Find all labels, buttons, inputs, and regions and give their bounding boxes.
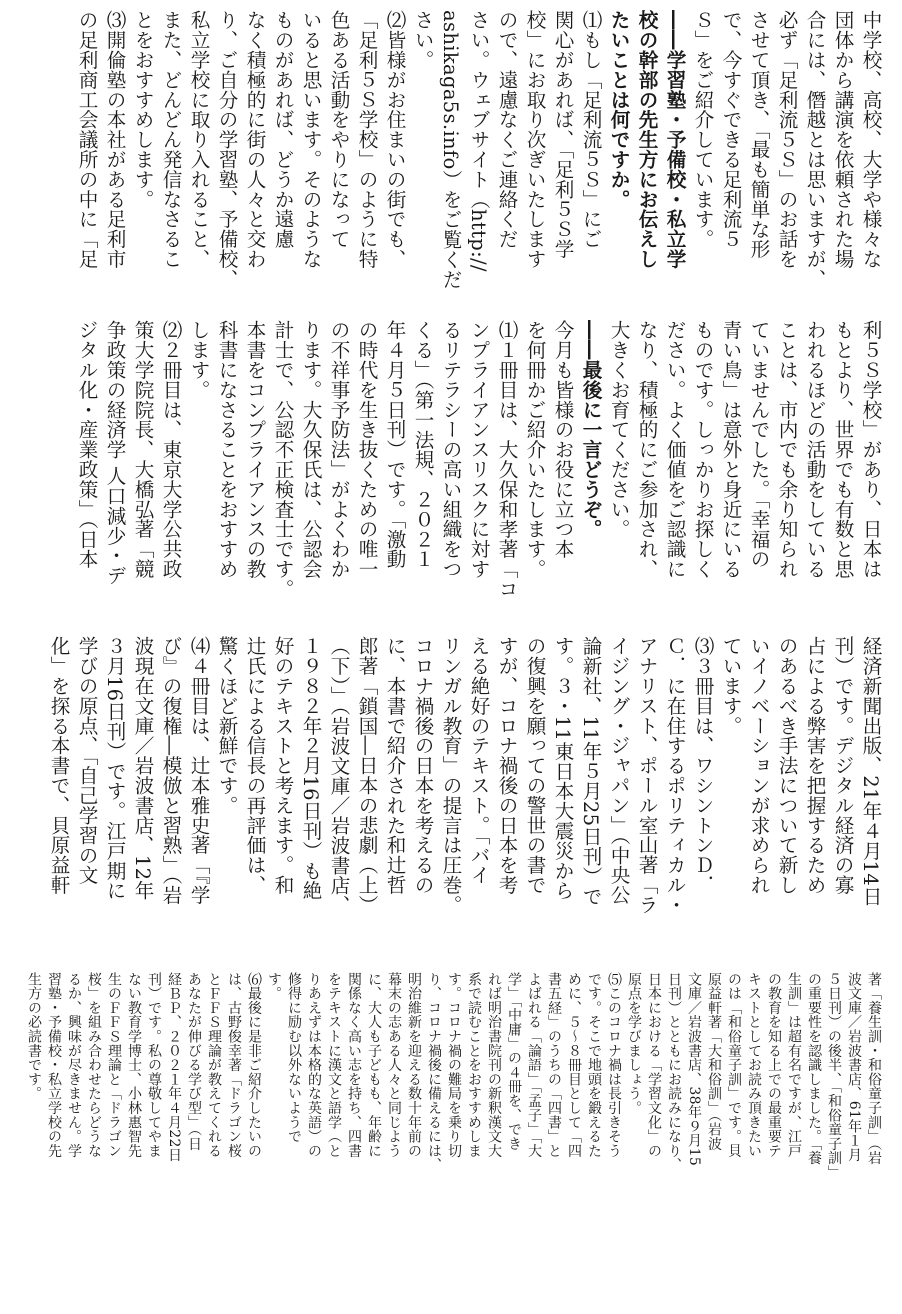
text-line: す。コロナ禍の難局を乗り切 bbox=[446, 972, 462, 1158]
column-text-3 bbox=[18, 636, 884, 952]
text-line: ります。大久保氏は、公認会 bbox=[299, 320, 322, 579]
text-line: の不祥事予防法」がよくわか bbox=[327, 320, 350, 579]
text-line: イジング・ジャパン」（中央公 bbox=[607, 636, 630, 905]
text-line: 刊）です。デジタル経済の寡 bbox=[831, 636, 854, 895]
text-line: 「足利５Ｓ学校」のように特 bbox=[355, 10, 378, 269]
text-line: よばれる「論語」「孟子」「大 bbox=[526, 972, 542, 1159]
text-line: の時代を生き抜くための唯一 bbox=[355, 320, 378, 579]
text-line: させて頂き、「最も簡単な形 bbox=[747, 10, 770, 259]
text-line: 書五経」のうちの「四書」と bbox=[546, 972, 562, 1158]
text-line: の重要性を認識しました。「養 bbox=[806, 972, 822, 1166]
text-line: とをおすすめします。 bbox=[131, 10, 154, 209]
text-line: 今月も皆様のお役に立つ本 bbox=[551, 320, 574, 559]
text-line: キストとしてお読み頂きたい bbox=[746, 972, 762, 1158]
text-line: 幕末の志ある人々と同じよう bbox=[386, 972, 402, 1158]
text-line: 桜」を組み合わせたらどうな bbox=[86, 972, 102, 1158]
section-heading: ――学習塾・予備校・私立学 bbox=[663, 10, 686, 269]
text-line: 明治維新を迎える数十年前の bbox=[406, 972, 422, 1158]
text-line: 波現在文庫／岩波書店、12年 bbox=[131, 636, 154, 901]
text-line: アナリスト、ポール室山著「ラ bbox=[635, 636, 658, 915]
text-line: 学」「中庸」の４冊を、でき bbox=[506, 972, 522, 1151]
text-line: 中学校、高校、大学や様々な bbox=[859, 10, 882, 269]
text-line: す。３・11東日本大震災から bbox=[551, 636, 574, 901]
text-line: 本書をコンプライアンスの教 bbox=[243, 320, 266, 579]
text-line: 青い鳥」は意外と身近にいる bbox=[719, 320, 742, 579]
text-line: 必ず「足利流５Ｓ」のお話を bbox=[775, 10, 798, 269]
text-line: 学びの原点、「自己学習の文 bbox=[75, 636, 98, 885]
text-line: 驚くほど新鮮です。 bbox=[215, 636, 238, 816]
text-line: あなたが伸びる学び型」（日 bbox=[186, 972, 202, 1151]
text-line: （下）」（岩波文庫／岩波書店、 bbox=[327, 636, 350, 915]
text-line: ジタル化・産業政策」（日本 bbox=[75, 320, 98, 569]
text-line: ⑷４冊目は、辻本雅史著「『学 bbox=[187, 636, 210, 905]
section-heading: たいことは何ですか。 bbox=[607, 10, 630, 209]
text-line: の足利商工会議所の中に「足 bbox=[75, 10, 98, 269]
text-line: ない教育学博士、小林惠智先 bbox=[126, 972, 142, 1158]
text-line: とＦＦＳ理論が教えてくれる bbox=[206, 972, 222, 1158]
text-line: の復興を願っての警世の書で bbox=[523, 636, 546, 895]
text-line: 原点を学びましょう。 bbox=[626, 972, 642, 1115]
text-line: Ｓ」をご紹介しています。 bbox=[691, 10, 714, 249]
text-line: いると思います。そのような bbox=[299, 10, 322, 269]
text-line: のあるべき手法について新し bbox=[775, 636, 798, 895]
text-line: ものです。しっかりお探しく bbox=[691, 320, 714, 579]
text-line: です。そこで地頭を鍛えるた bbox=[586, 972, 602, 1158]
text-line: くる」（第一法規、２０２１ bbox=[411, 320, 434, 569]
text-line: 好のテキストと考えます。和 bbox=[271, 636, 294, 895]
text-line: ashikaga5s.info）をご覧くだ bbox=[439, 10, 462, 289]
text-line: 経済新聞出版、21年４月14日 bbox=[859, 636, 882, 906]
text-line: さい。ウェブサイト（http:// bbox=[467, 10, 490, 272]
text-line: り、コロナ禍後に備えるには、 bbox=[426, 972, 442, 1173]
text-line: さい。 bbox=[411, 10, 434, 70]
text-line: るリテラシーの高い組織をつ bbox=[439, 320, 462, 579]
text-line: ５日刊）の後半、「和俗童子訓」 bbox=[826, 972, 842, 1180]
text-line: 修得に励む以外ないようで bbox=[286, 972, 302, 1144]
text-line: ⑴もし「足利流５Ｓ」にご bbox=[579, 10, 602, 249]
text-line: ださい。よく価値をご認識に bbox=[663, 320, 686, 579]
text-tier-1 bbox=[18, 10, 884, 300]
text-line: は、古野俊幸著「ドラゴン桜 bbox=[226, 972, 242, 1158]
text-line: 団体から講演を依頼された場 bbox=[831, 10, 854, 269]
text-line: なり、積極的にご参加され、 bbox=[635, 320, 658, 579]
text-line: ⑹最後に是非ご紹介したいの bbox=[246, 972, 262, 1158]
text-line: 利５Ｓ学校」があり、日本は bbox=[859, 320, 882, 579]
text-line: ⑴１冊目は、大久保和孝著「コ bbox=[495, 320, 518, 599]
text-line: 文庫／岩波書店、38年９月15 bbox=[686, 972, 702, 1167]
text-line: めに、５～８冊目として「四 bbox=[566, 972, 582, 1158]
text-line: ことは、市内でも余り知られ bbox=[775, 320, 798, 579]
text-line: 化」を探る本書で、貝原益軒 bbox=[47, 636, 70, 895]
text-line: 年４月５日刊）です。「激動 bbox=[383, 320, 406, 569]
text-tier-4 bbox=[18, 972, 884, 1304]
text-line: 関心があれば、「足利５Ｓ学 bbox=[551, 10, 574, 259]
text-line: すが、コロナ禍後の日本を考 bbox=[495, 636, 518, 895]
text-line: リンガル教育」の提言は圧巻。 bbox=[439, 636, 462, 915]
text-line: 著「養生訓・和俗童子訓」（岩 bbox=[866, 972, 882, 1166]
text-line: ⑸このコロナ禍は長引きそう bbox=[606, 972, 622, 1158]
column-text-4 bbox=[18, 972, 884, 1304]
text-line: 策大学院院長、大橋弘著「競 bbox=[131, 320, 154, 579]
text-line: コロナ禍後の日本を考えるの bbox=[411, 636, 434, 895]
text-line: ３月16日刊）です。江戸期に bbox=[103, 636, 126, 901]
text-line: 関係なく高い志を持ち、四書 bbox=[346, 972, 362, 1158]
text-line: 刊）です。私の尊敬してやま bbox=[146, 972, 162, 1158]
text-line: 科書になさることをおすすめ bbox=[215, 320, 238, 579]
text-line: 原益軒著「大和俗訓」（岩波 bbox=[706, 972, 722, 1151]
text-line: のは「和俗童子訓」です。貝 bbox=[726, 972, 742, 1158]
text-line: 私立学校に取り入れること、 bbox=[187, 10, 210, 269]
text-line: 占による弊害を把握するため bbox=[803, 636, 826, 895]
text-line: に、大人も子どもも、年齢に bbox=[366, 972, 382, 1158]
text-line: 争政策の経済学 人口減少・デ bbox=[103, 320, 126, 586]
text-line: す。 bbox=[266, 972, 282, 1001]
text-line: 習塾・予備校・私立学校の先 bbox=[46, 972, 62, 1158]
column-text-2 bbox=[18, 320, 884, 618]
text-line: ⑵２冊目は、東京大学公共政 bbox=[159, 320, 182, 579]
text-line: び』の復権―模倣と習熟」（岩 bbox=[159, 636, 182, 905]
text-line: で、今すぐできる足利流５ bbox=[719, 10, 742, 249]
text-line: 色ある活動をやりになって bbox=[327, 10, 350, 249]
text-line: 校」にお取り次ぎいたします bbox=[523, 10, 546, 269]
text-line: Ｃ．に在住するポリティカル・ bbox=[663, 636, 686, 915]
column-text-1 bbox=[18, 10, 884, 300]
text-line: 計士で、公認不正検査士です。 bbox=[271, 320, 294, 599]
text-line: える絶好のテキスト。「バイ bbox=[467, 636, 490, 885]
text-line: ⑶開倫塾の本社がある足利市 bbox=[103, 10, 126, 269]
text-line: りあえずは本格的な英語）の bbox=[306, 972, 322, 1158]
text-line: 郎著「鎖国―日本の悲劇（上） bbox=[355, 636, 378, 915]
text-line: 合には、僭越とは思いますが、 bbox=[803, 10, 826, 289]
text-line: 経ＢＰ、２０２１年４月22日 bbox=[166, 972, 182, 1163]
text-line: また、どんどん発信なさるこ bbox=[159, 10, 182, 269]
text-tier-3 bbox=[18, 636, 884, 952]
text-line: の教育を知る上での最重要テ bbox=[766, 972, 782, 1158]
section-heading: 校の幹部の先生方にお伝えし bbox=[635, 10, 658, 269]
text-line: ので、遠慮なくご連絡くだ bbox=[495, 10, 518, 249]
text-line: 系で読むことをおすすめしま bbox=[466, 972, 482, 1158]
text-line: ていませんでした。「幸福の bbox=[747, 320, 770, 569]
text-line: ⑵皆様がお住まいの街でも、 bbox=[383, 10, 406, 269]
text-line: 生方の必読書です。 bbox=[26, 972, 42, 1101]
text-line: われるほどの活動をしている bbox=[803, 320, 826, 579]
section-heading: ――最後に一言どうぞ。 bbox=[579, 320, 602, 539]
text-line: いイノベーションが求められ bbox=[747, 636, 770, 895]
text-line: ています。 bbox=[719, 636, 742, 736]
text-line: るか、興味が尽きません。学 bbox=[66, 972, 82, 1158]
text-line: 大きくお育てください。 bbox=[607, 320, 630, 539]
text-line: もとより、世界でも有数と思 bbox=[831, 320, 854, 579]
text-line: 論新社、11年５月25日刊）で bbox=[579, 636, 602, 906]
text-line: 辻氏による信長の再評価は、 bbox=[243, 636, 266, 895]
text-line: り、ご自分の学習塾、予備校、 bbox=[215, 10, 238, 289]
text-line: 波文庫／岩波書店、61年１月 bbox=[846, 972, 862, 1163]
text-line: をテキストに漢文と語学（と bbox=[326, 972, 342, 1158]
text-line: れば明治書院刊の新釈漢文大 bbox=[486, 972, 502, 1158]
text-line: ものがあれば、どうか遠慮 bbox=[271, 10, 294, 249]
text-line: します。 bbox=[187, 320, 210, 400]
text-line: 生のＦＦＳ理論と「ドラゴン bbox=[106, 972, 122, 1158]
text-line: 日本における「学習文化」の bbox=[646, 972, 662, 1158]
text-line: を何冊かご紹介いたします。 bbox=[523, 320, 546, 579]
text-line: なく積極的に街の人々と交わ bbox=[243, 10, 266, 269]
text-line: に、本書で紹介された和辻哲 bbox=[383, 636, 406, 895]
text-line: 生訓」は超有名ですが、江戸 bbox=[786, 972, 802, 1158]
text-tier-2 bbox=[18, 320, 884, 618]
text-line: １９８２年２月16日刊）も絶 bbox=[299, 636, 322, 901]
text-line: ンプライアンスリスクに対す bbox=[467, 320, 490, 579]
text-line: ⑶３冊目は、ワシントンＤ． bbox=[691, 636, 714, 895]
text-line: 日刊）とともにお読みになり、 bbox=[666, 972, 682, 1173]
